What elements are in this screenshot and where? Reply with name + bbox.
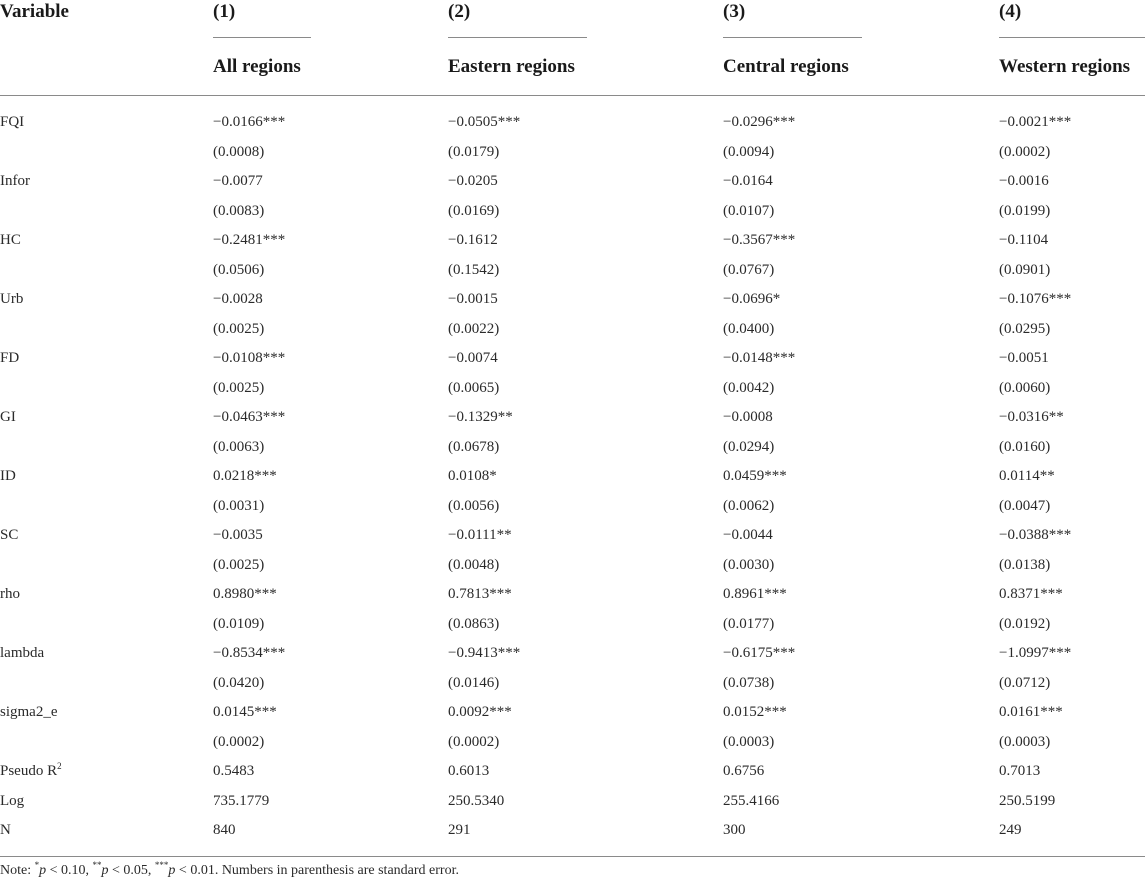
note-threshold-2: < 0.05,: [108, 863, 155, 878]
table-cell: (0.0712): [999, 675, 1051, 691]
table-cell: (0.0094): [723, 144, 775, 160]
table-cell: 0.0114**: [999, 468, 1055, 484]
table-cell: 0.0152***: [723, 704, 787, 720]
column-2-group-rule: [448, 37, 587, 38]
table-cell: 0.8371***: [999, 586, 1063, 602]
table-cell: 249: [999, 822, 1022, 838]
table-cell: −0.0388***: [999, 527, 1072, 543]
column-3-group-label: Central regions: [723, 56, 849, 77]
table-cell: (0.0002): [213, 734, 265, 750]
table-cell: (0.0146): [448, 675, 500, 691]
table-cell: (0.0400): [723, 321, 775, 337]
note-p-symbol-3: p: [168, 863, 176, 878]
column-4-group-label: Western regions: [999, 56, 1131, 77]
table-cell: 0.7813***: [448, 586, 512, 602]
table-cell: (0.0025): [213, 557, 265, 573]
note-p-symbol-1: p: [39, 863, 47, 878]
table-cell: −0.1612: [448, 232, 498, 248]
row-label-superscript: 2: [57, 761, 62, 771]
table-cell: 0.8961***: [723, 586, 787, 602]
variable-column-header: Variable: [0, 1, 69, 22]
table-cell: −1.0997***: [999, 645, 1072, 661]
row-label-text: FQI: [0, 114, 25, 130]
table-cell: −0.0316**: [999, 409, 1064, 425]
table-cell: (0.0294): [723, 439, 775, 455]
table-cell: −0.0008: [723, 409, 773, 425]
table-cell: (0.0025): [213, 380, 265, 396]
table-cell: (0.0002): [448, 734, 500, 750]
table-cell: −0.0164: [723, 173, 773, 189]
table-cell: (0.0031): [213, 498, 265, 514]
table-cell: (0.0022): [448, 321, 500, 337]
table-cell: (0.0160): [999, 439, 1051, 455]
row-label: [0, 113, 24, 131]
note-p-symbol-2: p: [101, 863, 109, 878]
row-label: [0, 231, 21, 249]
column-1-number: (1): [213, 1, 236, 22]
row-label: [0, 526, 18, 544]
row-label-text: Pseudo R: [0, 763, 58, 779]
table-cell: (0.0047): [999, 498, 1051, 514]
table-cell: −0.9413***: [448, 645, 521, 661]
table-cell: (0.0506): [213, 262, 265, 278]
table-cell: (0.0002): [999, 144, 1051, 160]
table-cell: 250.5199: [999, 793, 1056, 809]
row-label-text: Infor: [0, 173, 30, 189]
table-cell: (0.0678): [448, 439, 500, 455]
header-bottom-rule: [0, 95, 1145, 96]
row-label: [0, 762, 62, 780]
table-cell: 291: [448, 822, 471, 838]
row-label-text: Log: [0, 793, 25, 809]
table-cell: 0.0459***: [723, 468, 787, 484]
note-threshold-1: < 0.10,: [46, 863, 93, 878]
table-cell: −0.0035: [213, 527, 263, 543]
table-cell: (0.0063): [213, 439, 265, 455]
table-cell: −0.0077: [213, 173, 263, 189]
table-cell: −0.0296***: [723, 114, 796, 130]
table-cell: (0.0738): [723, 675, 775, 691]
table-cell: (0.1542): [448, 262, 500, 278]
table-cell: 0.0161***: [999, 704, 1063, 720]
table-cell: (0.0420): [213, 675, 265, 691]
row-label-text: HC: [0, 232, 21, 248]
table-cell: −0.0044: [723, 527, 773, 543]
row-label: [0, 349, 19, 367]
column-4-number: (4): [999, 1, 1022, 22]
table-cell: 250.5340: [448, 793, 505, 809]
table-cell: 300: [723, 822, 746, 838]
table-cell: −0.6175***: [723, 645, 796, 661]
row-label: [0, 467, 16, 485]
table-cell: −0.0111**: [448, 527, 512, 543]
table-cell: −0.0016: [999, 173, 1049, 189]
row-label: [0, 585, 20, 603]
table-cell: −0.0021***: [999, 114, 1072, 130]
table-cell: 735.1779: [213, 793, 270, 809]
row-label: [0, 290, 23, 308]
row-label-text: Urb: [0, 291, 24, 307]
table-cell: (0.0030): [723, 557, 775, 573]
table-cell: −0.0028: [213, 291, 263, 307]
table-cell: (0.0863): [448, 616, 500, 632]
table-cell: (0.0065): [448, 380, 500, 396]
note-stars-2: **: [92, 860, 102, 870]
row-label: [0, 792, 24, 810]
table-cell: −0.3567***: [723, 232, 796, 248]
row-label: [0, 172, 30, 190]
table-cell: −0.1104: [999, 232, 1049, 248]
row-label: [0, 644, 44, 662]
table-cell: 0.0145***: [213, 704, 277, 720]
table-cell: −0.0463***: [213, 409, 286, 425]
table-cell: 0.6756: [723, 763, 765, 779]
table-cell: −0.1329**: [448, 409, 513, 425]
table-cell: (0.0107): [723, 203, 775, 219]
table-cell: −0.0205: [448, 173, 498, 189]
note-prefix: Note:: [0, 863, 35, 878]
table-cell: −0.1076***: [999, 291, 1072, 307]
table-cell: −0.0108***: [213, 350, 286, 366]
table-cell: (0.0169): [448, 203, 500, 219]
table-cell: (0.0062): [723, 498, 775, 514]
table-note: [0, 860, 459, 879]
column-3-group-rule: [723, 37, 862, 38]
table-cell: (0.0003): [723, 734, 775, 750]
table-cell: 0.8980***: [213, 586, 277, 602]
note-stars-1: *: [34, 860, 40, 870]
table-bottom-rule: [0, 856, 1145, 857]
column-1-group-label: All regions: [213, 56, 301, 77]
table-cell: (0.0177): [723, 616, 775, 632]
row-label-text: sigma2_e: [0, 704, 58, 720]
row-label-text: lambda: [0, 645, 45, 661]
table-cell: (0.0192): [999, 616, 1051, 632]
table-cell: (0.0179): [448, 144, 500, 160]
table-cell: −0.0148***: [723, 350, 796, 366]
table-cell: −0.0696*: [723, 291, 781, 307]
table-cell: (0.0056): [448, 498, 500, 514]
table-cell: −0.0505***: [448, 114, 521, 130]
row-label: [0, 821, 11, 839]
column-3-number: (3): [723, 1, 746, 22]
table-cell: −0.0015: [448, 291, 498, 307]
table-cell: (0.0025): [213, 321, 265, 337]
row-label-text: ID: [0, 468, 16, 484]
row-label-text: N: [0, 822, 11, 838]
table-cell: 0.0108*: [448, 468, 497, 484]
table-cell: 0.7013: [999, 763, 1041, 779]
table-cell: 840: [213, 822, 236, 838]
table-cell: −0.0166***: [213, 114, 286, 130]
table-cell: 255.4166: [723, 793, 780, 809]
column-4-group-rule: [999, 37, 1145, 38]
column-2-number: (2): [448, 1, 471, 22]
table-cell: (0.0008): [213, 144, 265, 160]
table-cell: −0.0051: [999, 350, 1049, 366]
table-cell: (0.0901): [999, 262, 1051, 278]
table-cell: (0.0042): [723, 380, 775, 396]
table-cell: −0.8534***: [213, 645, 286, 661]
table-cell: (0.0199): [999, 203, 1051, 219]
note-stars-3: ***: [154, 860, 169, 870]
column-1-group-rule: [213, 37, 311, 38]
note-threshold-3: < 0.01. Numbers in parenthesis are standard error.: [175, 863, 459, 878]
row-label: [0, 703, 58, 721]
table-cell: −0.0074: [448, 350, 498, 366]
table-cell: (0.0767): [723, 262, 775, 278]
row-label-text: FD: [0, 350, 20, 366]
table-cell: (0.0083): [213, 203, 265, 219]
row-label: [0, 408, 16, 426]
table-cell: (0.0003): [999, 734, 1051, 750]
table-cell: (0.0109): [213, 616, 265, 632]
table-cell: 0.6013: [448, 763, 490, 779]
table-cell: (0.0060): [999, 380, 1051, 396]
table-cell: (0.0295): [999, 321, 1051, 337]
table-cell: (0.0048): [448, 557, 500, 573]
table-cell: 0.0092***: [448, 704, 512, 720]
row-label-text: rho: [0, 586, 20, 602]
column-2-group-label: Eastern regions: [448, 56, 575, 77]
table-cell: −0.2481***: [213, 232, 286, 248]
table-cell: 0.5483: [213, 763, 255, 779]
row-label-text: GI: [0, 409, 16, 425]
table-cell: 0.0218***: [213, 468, 277, 484]
table-cell: (0.0138): [999, 557, 1051, 573]
row-label-text: SC: [0, 527, 19, 543]
